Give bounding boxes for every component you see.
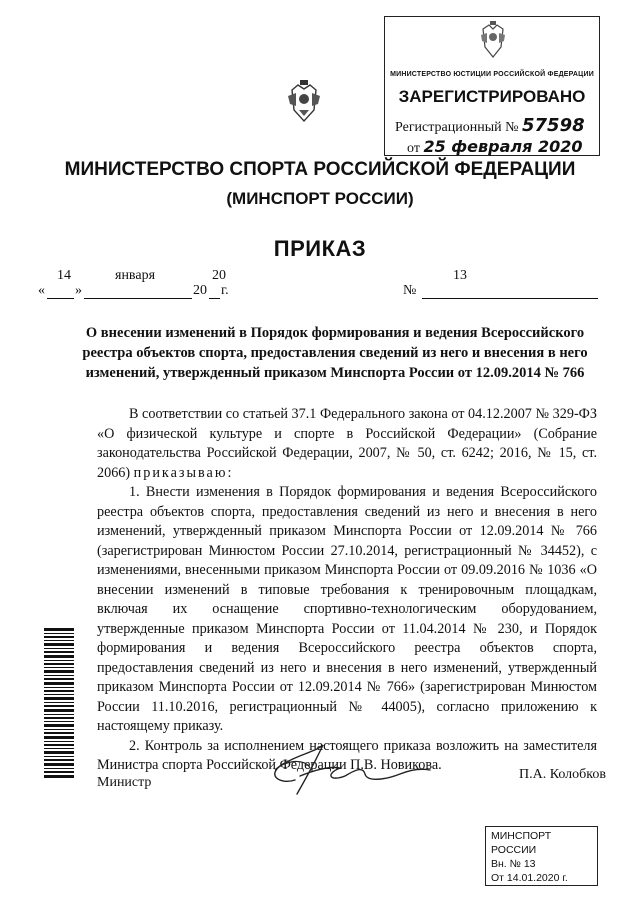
date-close-quote: » — [75, 283, 82, 298]
number-value: 13 — [453, 268, 467, 283]
registration-stamp — [384, 16, 600, 156]
month-field — [84, 268, 226, 299]
organization-name: МИНИСТЕРСТВО СПОРТА РОССИЙСКОЙ ФЕДЕРАЦИИ — [64, 159, 576, 180]
year-suffix: г. — [221, 283, 229, 298]
year-field — [209, 298, 220, 299]
inbox-number: Вн. № 13 — [491, 858, 536, 870]
number-field — [422, 268, 598, 299]
stamp-status: ЗАРЕГИСТРИРОВАНО — [398, 87, 586, 106]
stamp-reg-line — [395, 115, 585, 136]
preamble-text: В соответствии со статьей 37.1 Федерального закона от 04.12.2007 № 329-ФЗ «О физической культуре и спорте в Российской Федерации» (Собрание законодательства Российской Федерации, 2007, № 50, ст. 6242; 2016, № 15, ст. 2066) — [97, 406, 597, 481]
signatory-name: П.А. Колобков — [519, 767, 606, 782]
organization-short-name: (МИНСПОРТ РОССИИ) — [226, 189, 414, 208]
year-value: 20 — [212, 268, 226, 283]
signatory-role: Министр — [97, 775, 152, 790]
barcode — [44, 628, 74, 778]
inbox-org: МИНСПОРТ РОССИИ — [491, 830, 552, 856]
day-value: 14 — [57, 268, 71, 283]
day-field — [47, 268, 74, 299]
stamp-date-line — [407, 137, 582, 157]
stamp-ministry: МИНИСТЕРСТВО ЮСТИЦИИ РОССИЙСКОЙ ФЕДЕРАЦИИ — [390, 71, 594, 78]
document-body — [97, 405, 597, 776]
stamp-reg-number: 57598 — [522, 115, 585, 136]
stamp-reg-label: Регистрационный № — [395, 120, 519, 135]
coat-of-arms-icon — [479, 21, 507, 61]
item-1: 1. Внести изменения в Порядок формирования и ведения Всероссийского реестра объектов спорта, предоставления сведений из него и внесения в него изменений, утвержденный приказом Минспорта России от 12.09.2014 № 766 (зарегистрирован Минюстом России 27.10.2014, регистрационный № 34452), с изменениями, внесенными приказом Минспорта России от 09.09.2016 № 1036 «О внесении изменений в типовые требования к тренировочным площадкам, включая их оснащение спортивно-технологическим оборудованием, утвержденные приказом Минспорта России от 11.04.2014 № 230, и Порядок формирования и ведения Всероссийского реестра объектов спорта, предоставления сведений из него и внесения в него изменений, утвержденный приказом Минспорта России от 12.09.2014 № 766» (зарегистрирован Минюстом России 11.10.2016, регистрационный № 44005), согласно приложению к настоящему приказу. — [97, 484, 597, 734]
handwritten-signature — [255, 740, 435, 800]
item-2: 2. Контроль за исполнением настоящего приказа возложить на заместителя Министра спорта Российской Федерации П.В. Новикова. — [97, 737, 597, 773]
coat-of-arms-icon — [286, 80, 322, 124]
year-prefix: 20 — [193, 283, 207, 298]
stamp-date-label: от — [407, 141, 420, 156]
inbox-date: От 14.01.2020 г. — [491, 872, 568, 884]
number-label: № — [403, 283, 417, 298]
document-title: О внесении изменений в Порядок формирования и ведения Всероссийского реестра объектов спорта, предоставления сведений из него и внесения в него изменений, утвержденный приказом Минспорта России от 12.09.2014 № 766 — [82, 325, 588, 381]
order-word: приказываю: — [133, 464, 234, 481]
preamble-paragraph — [97, 405, 597, 483]
stamp-date-value: 25 февраля 2020 — [423, 137, 583, 156]
document-type: ПРИКАЗ — [273, 236, 367, 261]
date-open-quote: « — [38, 283, 45, 298]
incoming-registration-stamp — [485, 826, 598, 886]
month-value: января — [115, 268, 156, 283]
